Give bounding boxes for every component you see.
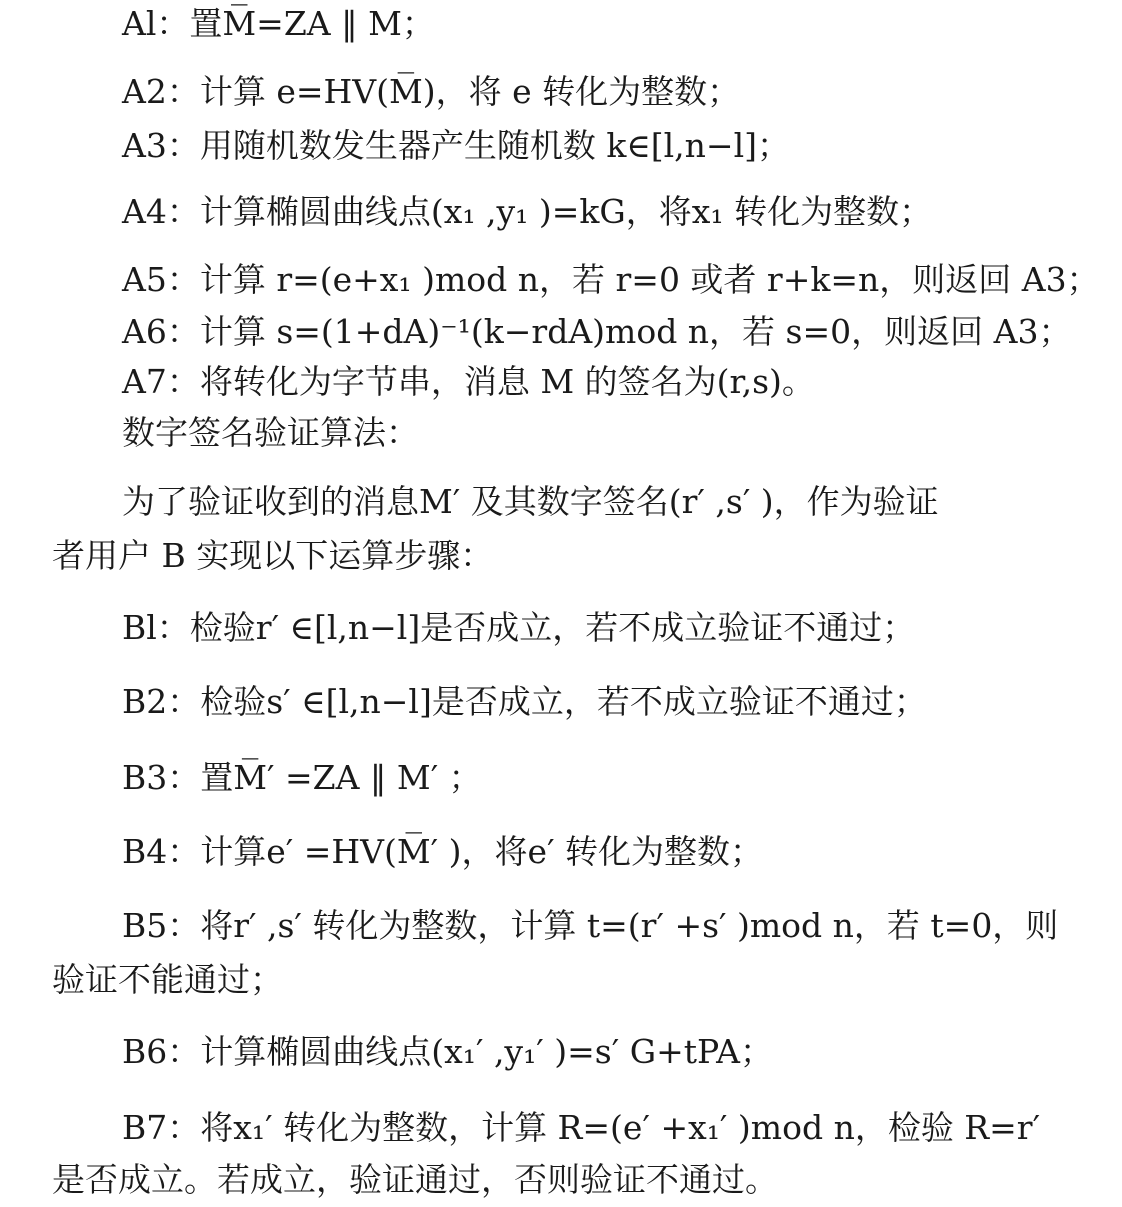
step-a2: A2：计算 e=HV(M̅)，将 e 转化为整数； <box>122 72 741 111</box>
step-b1: Bl：检验r′ ∈[l,n−l]是否成立，若不成立验证不通过； <box>122 608 916 647</box>
step-a3: A3：用随机数发生器产生随机数 k∈[l,n−l]； <box>122 126 790 165</box>
step-a6: A6：计算 s=(1+dA)⁻¹(k−rdA)mod n，若 s=0，则返回 A3； <box>122 312 1072 351</box>
intro-line-1: 为了验证收到的消息M′ 及其数字签名(r′ ,s′ )，作为验证 <box>122 482 939 521</box>
step-b6: B6：计算椭圆曲线点(x₁′ ,y₁′ )=s′ G+tPA； <box>122 1032 774 1071</box>
step-b5-line-2: 验证不能通过； <box>52 960 283 999</box>
section-heading: 数字签名验证算法： <box>122 413 419 452</box>
step-b2: B2：检验s′ ∈[l,n−l]是否成立，若不成立验证不通过； <box>122 682 927 721</box>
step-b7-line-2: 是否成立。若成立，验证通过，否则验证不通过。 <box>52 1160 778 1199</box>
step-a5: A5：计算 r=(e+x₁ )mod n，若 r=0 或者 r+k=n，则返回 A3； <box>122 260 1100 299</box>
step-b7-line-1: B7：将x₁′ 转化为整数，计算 R=(e′ +x₁′ )mod n，检验 R=r′ <box>122 1108 1041 1147</box>
step-a1: Al：置M̅=ZA ‖ M； <box>122 4 435 43</box>
step-a7: A7：将转化为字节串，消息 M 的签名为(r,s)。 <box>122 362 815 401</box>
step-b5-line-1: B5：将r′ ,s′ 转化为整数，计算 t=(r′ +s′ )mod n，若 t=0，则 <box>122 906 1059 945</box>
intro-line-2: 者用户 B 实现以下运算步骤： <box>52 536 494 575</box>
step-b4: B4：计算e′ =HV(M̅′ )，将e′ 转化为整数； <box>122 832 764 871</box>
step-a4: A4：计算椭圆曲线点(x₁ ,y₁ )=kG，将x₁ 转化为整数； <box>122 192 933 231</box>
step-b3: B3：置M̅′ =ZA ‖ M′ ； <box>122 758 482 797</box>
